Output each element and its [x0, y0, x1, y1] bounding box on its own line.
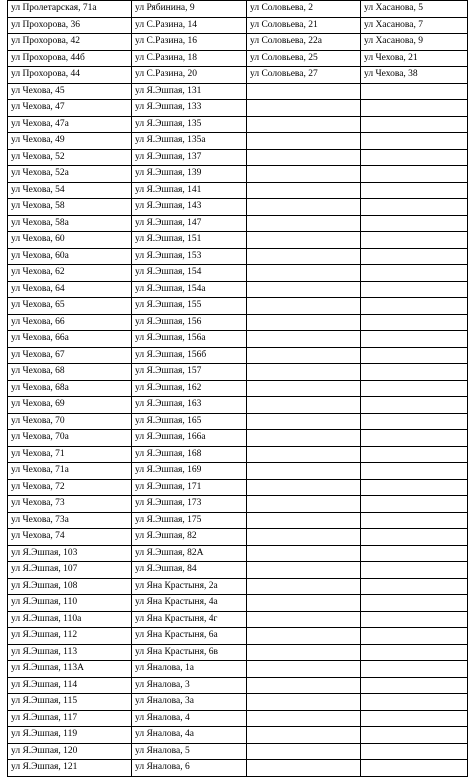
address-cell: ул Яна Крастыня, 6в: [132, 644, 247, 661]
empty-cell: [247, 661, 361, 678]
address-cell: ул Я.Эшпая, 135: [132, 116, 247, 133]
address-cell: ул Я.Эшпая, 156б: [132, 347, 247, 364]
address-cell: ул Я.Эшпая, 82А: [132, 545, 247, 562]
empty-cell: [247, 182, 361, 199]
empty-cell: [361, 331, 468, 348]
empty-cell: [361, 380, 468, 397]
address-cell: ул Чехова, 68а: [8, 380, 132, 397]
address-cell: ул С.Разина, 20: [132, 67, 247, 84]
address-cell: ул Яна Крастыня, 6а: [132, 628, 247, 645]
address-cell: ул Соловьева, 2: [247, 1, 361, 18]
table-row: [8, 529, 468, 546]
address-cell: ул Чехова, 70а: [8, 430, 132, 447]
address-cell: ул Чехова, 68: [8, 364, 132, 381]
empty-cell: [247, 380, 361, 397]
address-cell: ул Я.Эшпая, 131: [132, 83, 247, 100]
address-cell: ул Я.Эшпая, 121: [8, 760, 132, 777]
empty-cell: [247, 116, 361, 133]
empty-cell: [361, 232, 468, 249]
address-cell: ул Чехова, 47: [8, 100, 132, 117]
address-cell: ул Я.Эшпая, 143: [132, 199, 247, 216]
address-cell: ул Я.Эшпая, 163: [132, 397, 247, 414]
empty-cell: [247, 199, 361, 216]
table-row: [8, 463, 468, 480]
table-row: [8, 1, 468, 18]
empty-cell: [247, 364, 361, 381]
address-cell: ул Чехова, 54: [8, 182, 132, 199]
empty-cell: [361, 710, 468, 727]
address-cell: ул Чехова, 21: [361, 50, 468, 67]
address-cell: ул Чехова, 70: [8, 413, 132, 430]
address-cell: ул Я.Эшпая, 171: [132, 479, 247, 496]
table-row: [8, 281, 468, 298]
address-cell: ул Чехова, 62: [8, 265, 132, 282]
empty-cell: [361, 628, 468, 645]
table-row: [8, 314, 468, 331]
table-row: [8, 479, 468, 496]
empty-cell: [361, 595, 468, 612]
empty-cell: [247, 463, 361, 480]
address-cell: ул Соловьева, 22а: [247, 34, 361, 51]
empty-cell: [361, 199, 468, 216]
table-row: [8, 694, 468, 711]
address-cell: ул Чехова, 66а: [8, 331, 132, 348]
empty-cell: [361, 215, 468, 232]
address-cell: ул Я.Эшпая, 169: [132, 463, 247, 480]
address-cell: ул Яна Крастыня, 4г: [132, 611, 247, 628]
empty-cell: [361, 248, 468, 265]
address-cell: ул Я.Эшпая, 141: [132, 182, 247, 199]
empty-cell: [361, 265, 468, 282]
address-cell: ул Я.Эшпая, 115: [8, 694, 132, 711]
address-cell: ул Я.Эшпая, 117: [8, 710, 132, 727]
address-cell: ул Чехова, 69: [8, 397, 132, 414]
address-cell: ул Чехова, 49: [8, 133, 132, 150]
address-cell: ул Чехова, 71а: [8, 463, 132, 480]
empty-cell: [247, 529, 361, 546]
address-cell: ул Чехова, 45: [8, 83, 132, 100]
empty-cell: [361, 446, 468, 463]
empty-cell: [361, 743, 468, 760]
address-cell: ул Чехова, 73а: [8, 512, 132, 529]
address-cell: ул Чехова, 47а: [8, 116, 132, 133]
table-row: [8, 34, 468, 51]
address-cell: ул Яна Крастыня, 4а: [132, 595, 247, 612]
empty-cell: [361, 562, 468, 579]
empty-cell: [247, 149, 361, 166]
address-cell: ул Я.Эшпая, 154: [132, 265, 247, 282]
table-row: [8, 133, 468, 150]
table-row: [8, 298, 468, 315]
empty-cell: [247, 314, 361, 331]
address-cell: ул Я.Эшпая, 156а: [132, 331, 247, 348]
address-cell: ул Чехова, 64: [8, 281, 132, 298]
empty-cell: [361, 644, 468, 661]
table-row: [8, 545, 468, 562]
address-cell: ул Чехова, 52а: [8, 166, 132, 183]
table-row: [8, 446, 468, 463]
table-row: [8, 496, 468, 513]
address-cell: ул Прохорова, 44б: [8, 50, 132, 67]
empty-cell: [247, 545, 361, 562]
empty-cell: [361, 463, 468, 480]
table-row: [8, 116, 468, 133]
table-row: [8, 661, 468, 678]
empty-cell: [247, 562, 361, 579]
empty-cell: [361, 545, 468, 562]
empty-cell: [247, 430, 361, 447]
empty-cell: [361, 694, 468, 711]
table-row: [8, 100, 468, 117]
table-row: [8, 430, 468, 447]
table-row: [8, 562, 468, 579]
address-cell: ул С.Разина, 18: [132, 50, 247, 67]
empty-cell: [247, 446, 361, 463]
empty-cell: [247, 331, 361, 348]
empty-cell: [361, 430, 468, 447]
address-cell: ул Я.Эшпая, 120: [8, 743, 132, 760]
address-cell: ул С.Разина, 14: [132, 17, 247, 34]
table-row: [8, 595, 468, 612]
address-cell: ул Прохорова, 42: [8, 34, 132, 51]
empty-cell: [361, 182, 468, 199]
address-cell: ул Я.Эшпая, 162: [132, 380, 247, 397]
empty-cell: [361, 512, 468, 529]
address-cell: ул Яналова, 3: [132, 677, 247, 694]
table-row: [8, 331, 468, 348]
address-cell: ул Я.Эшпая, 113А: [8, 661, 132, 678]
table-row: [8, 248, 468, 265]
address-cell: ул Чехова, 73: [8, 496, 132, 513]
empty-cell: [247, 677, 361, 694]
table-row: [8, 611, 468, 628]
address-cell: ул Я.Эшпая, 175: [132, 512, 247, 529]
address-cell: ул Рябинина, 9: [132, 1, 247, 18]
address-cell: ул Соловьева, 27: [247, 67, 361, 84]
empty-cell: [247, 83, 361, 100]
address-cell: ул Я.Эшпая, 139: [132, 166, 247, 183]
empty-cell: [361, 166, 468, 183]
empty-cell: [247, 611, 361, 628]
address-cell: ул Чехова, 66: [8, 314, 132, 331]
table-row: [8, 232, 468, 249]
address-cell: ул Я.Эшпая, 154а: [132, 281, 247, 298]
address-cell: ул Яналова, 4: [132, 710, 247, 727]
table-row: [8, 265, 468, 282]
address-cell: ул Я.Эшпая, 110: [8, 595, 132, 612]
empty-cell: [247, 578, 361, 595]
address-cell: ул Я.Эшпая, 173: [132, 496, 247, 513]
table-row: [8, 628, 468, 645]
address-cell: ул Я.Эшпая, 103: [8, 545, 132, 562]
address-cell: ул Чехова, 38: [361, 67, 468, 84]
address-cell: ул Чехова, 60а: [8, 248, 132, 265]
address-cell: ул Чехова, 74: [8, 529, 132, 546]
table-row: [8, 83, 468, 100]
table-row: [8, 397, 468, 414]
address-cell: ул Я.Эшпая, 135а: [132, 133, 247, 150]
empty-cell: [361, 281, 468, 298]
empty-cell: [361, 413, 468, 430]
empty-cell: [361, 298, 468, 315]
empty-cell: [361, 133, 468, 150]
address-cell: ул Яналова, 6: [132, 760, 247, 777]
address-cell: ул Хасанова, 7: [361, 17, 468, 34]
address-cell: ул Пролетарская, 71а: [8, 1, 132, 18]
empty-cell: [361, 529, 468, 546]
table-row: [8, 50, 468, 67]
address-table-body: [8, 1, 468, 777]
table-row: [8, 347, 468, 364]
address-cell: ул Яналова, 4а: [132, 727, 247, 744]
empty-cell: [361, 116, 468, 133]
address-cell: ул Я.Эшпая, 155: [132, 298, 247, 315]
address-cell: ул Чехова, 58: [8, 199, 132, 216]
table-row: [8, 17, 468, 34]
address-cell: ул Соловьева, 25: [247, 50, 361, 67]
empty-cell: [247, 232, 361, 249]
empty-cell: [361, 149, 468, 166]
empty-cell: [361, 83, 468, 100]
address-cell: ул Чехова, 58а: [8, 215, 132, 232]
address-cell: ул Я.Эшпая, 112: [8, 628, 132, 645]
address-cell: ул Я.Эшпая, 166а: [132, 430, 247, 447]
address-cell: ул Я.Эшпая, 151: [132, 232, 247, 249]
address-cell: ул Прохорова, 44: [8, 67, 132, 84]
empty-cell: [247, 644, 361, 661]
address-cell: ул Я.Эшпая, 84: [132, 562, 247, 579]
address-cell: ул Я.Эшпая, 82: [132, 529, 247, 546]
address-cell: ул Я.Эшпая, 108: [8, 578, 132, 595]
address-cell: ул Чехова, 65: [8, 298, 132, 315]
address-cell: ул Яналова, 3а: [132, 694, 247, 711]
empty-cell: [361, 578, 468, 595]
empty-cell: [247, 743, 361, 760]
table-row: [8, 413, 468, 430]
empty-cell: [247, 281, 361, 298]
address-cell: ул Яна Крастыня, 2а: [132, 578, 247, 595]
empty-cell: [247, 727, 361, 744]
empty-cell: [247, 512, 361, 529]
empty-cell: [247, 628, 361, 645]
address-table: [7, 0, 468, 777]
address-cell: ул Хасанова, 9: [361, 34, 468, 51]
table-row: [8, 512, 468, 529]
document-page: [7, 0, 467, 777]
table-row: [8, 743, 468, 760]
empty-cell: [361, 661, 468, 678]
empty-cell: [361, 479, 468, 496]
table-row: [8, 578, 468, 595]
empty-cell: [247, 298, 361, 315]
empty-cell: [247, 347, 361, 364]
table-row: [8, 199, 468, 216]
address-cell: ул Прохорова, 36: [8, 17, 132, 34]
table-row: [8, 215, 468, 232]
empty-cell: [247, 694, 361, 711]
address-cell: ул Я.Эшпая, 114: [8, 677, 132, 694]
table-row: [8, 727, 468, 744]
empty-cell: [361, 364, 468, 381]
address-cell: ул Хасанова, 5: [361, 1, 468, 18]
empty-cell: [247, 215, 361, 232]
address-cell: ул Я.Эшпая, 153: [132, 248, 247, 265]
address-cell: ул С.Разина, 16: [132, 34, 247, 51]
empty-cell: [247, 595, 361, 612]
address-cell: ул Я.Эшпая, 165: [132, 413, 247, 430]
address-cell: ул Я.Эшпая, 133: [132, 100, 247, 117]
address-cell: ул Чехова, 67: [8, 347, 132, 364]
empty-cell: [361, 347, 468, 364]
address-cell: ул Я.Эшпая, 107: [8, 562, 132, 579]
address-cell: ул Я.Эшпая, 157: [132, 364, 247, 381]
address-cell: ул Я.Эшпая, 147: [132, 215, 247, 232]
empty-cell: [247, 496, 361, 513]
table-row: [8, 67, 468, 84]
empty-cell: [361, 677, 468, 694]
empty-cell: [361, 611, 468, 628]
address-cell: ул Я.Эшпая, 156: [132, 314, 247, 331]
table-row: [8, 677, 468, 694]
empty-cell: [361, 727, 468, 744]
table-row: [8, 710, 468, 727]
empty-cell: [361, 496, 468, 513]
table-row: [8, 380, 468, 397]
empty-cell: [361, 397, 468, 414]
table-row: [8, 149, 468, 166]
address-cell: ул Я.Эшпая, 168: [132, 446, 247, 463]
address-cell: ул Я.Эшпая, 113: [8, 644, 132, 661]
empty-cell: [247, 265, 361, 282]
address-cell: ул Чехова, 52: [8, 149, 132, 166]
table-row: [8, 166, 468, 183]
empty-cell: [247, 710, 361, 727]
empty-cell: [247, 166, 361, 183]
empty-cell: [247, 413, 361, 430]
address-cell: ул Чехова, 60: [8, 232, 132, 249]
table-row: [8, 364, 468, 381]
empty-cell: [247, 397, 361, 414]
address-cell: ул Яналова, 1а: [132, 661, 247, 678]
table-row: [8, 644, 468, 661]
address-cell: ул Чехова, 72: [8, 479, 132, 496]
empty-cell: [247, 248, 361, 265]
address-cell: ул Я.Эшпая, 110а: [8, 611, 132, 628]
address-cell: ул Яналова, 5: [132, 743, 247, 760]
empty-cell: [247, 479, 361, 496]
empty-cell: [247, 133, 361, 150]
address-cell: ул Я.Эшпая, 137: [132, 149, 247, 166]
empty-cell: [247, 100, 361, 117]
address-cell: ул Я.Эшпая, 119: [8, 727, 132, 744]
address-cell: ул Соловьева, 21: [247, 17, 361, 34]
address-cell: ул Чехова, 71: [8, 446, 132, 463]
table-row: [8, 182, 468, 199]
empty-cell: [361, 314, 468, 331]
empty-cell: [361, 100, 468, 117]
